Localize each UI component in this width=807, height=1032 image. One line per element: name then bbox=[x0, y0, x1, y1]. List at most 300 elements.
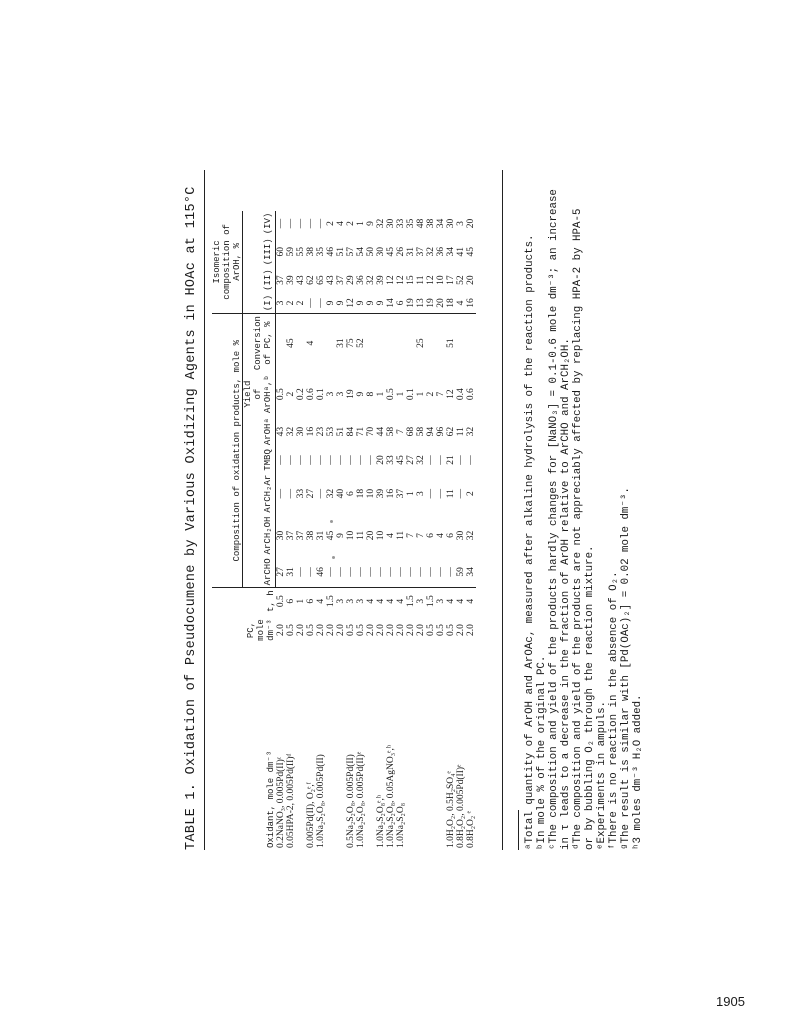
table-cell: 35 bbox=[316, 247, 326, 257]
table-cell: 4 bbox=[306, 340, 316, 346]
table-cell: — bbox=[366, 556, 376, 588]
table-cell: — bbox=[286, 218, 296, 229]
table-cell: 30 bbox=[386, 218, 396, 229]
table-cell: 32 bbox=[426, 247, 436, 257]
table-cell: 45 bbox=[386, 247, 396, 257]
footnote-f: ᶠThere is no reaction in the absence of O₂. bbox=[608, 571, 620, 850]
table-cell: 58 bbox=[386, 426, 396, 437]
table-cell: 18 bbox=[446, 293, 456, 314]
table-cell: 32 bbox=[326, 488, 336, 499]
table-cell: — bbox=[406, 556, 416, 588]
table-cell: 45 bbox=[396, 455, 406, 465]
header-archo: ArCHO bbox=[243, 556, 276, 588]
table-cell: 2.0 bbox=[456, 624, 466, 636]
table-cell: 12 bbox=[346, 293, 356, 314]
table-cell: — bbox=[276, 455, 286, 465]
table-row bbox=[426, 211, 436, 850]
table-cell: 1.0Na₂S₂O₈, 0.005Pd(II) bbox=[316, 754, 326, 848]
table-cell: 2 bbox=[426, 391, 436, 397]
table-cell: 26 bbox=[396, 247, 406, 257]
table-cell: — bbox=[346, 455, 356, 465]
table-cell: 1.5 bbox=[426, 595, 436, 608]
table-cell: 68 bbox=[406, 426, 416, 437]
footnote-c: ᶜThe composition and yield of the products hardly changes for [NaNO₃] = 0.1-0.6 mole dm⁻³; an increase bbox=[548, 189, 560, 850]
table-cell bbox=[316, 314, 326, 373]
header-arch2oh: ArCH₂OH bbox=[243, 515, 276, 557]
table-cell: — bbox=[286, 488, 296, 499]
table-cell: 51 bbox=[446, 338, 456, 348]
table-cell: — bbox=[306, 556, 316, 588]
table-cell: 1 bbox=[376, 391, 386, 397]
table-cell: 54 bbox=[356, 247, 366, 257]
table-cell: 3 bbox=[346, 598, 356, 604]
table-row bbox=[376, 211, 386, 850]
table-cell: 32 bbox=[286, 426, 296, 437]
table-cell: 1.0H₂O₂, 0.5H₂SO₄ᵉ bbox=[446, 771, 456, 848]
table-cell: 9 bbox=[366, 293, 376, 314]
table-cell: 0.5 bbox=[276, 595, 286, 608]
table-cell: 11 bbox=[456, 427, 466, 437]
table-cell: — bbox=[386, 556, 396, 588]
table-cell: 39 bbox=[286, 275, 296, 285]
table-cell: 45 bbox=[466, 247, 476, 257]
table-cell: 32 bbox=[376, 218, 386, 229]
table-cell: 58 bbox=[416, 426, 426, 437]
table-cell: 71 bbox=[356, 426, 366, 437]
table-cell: — bbox=[456, 455, 466, 465]
table-cell: — bbox=[396, 556, 406, 588]
table-cell: 37 bbox=[296, 530, 306, 541]
table-cell: — bbox=[316, 218, 326, 229]
table-cell: 6 bbox=[396, 293, 406, 314]
table-cell: — bbox=[466, 455, 476, 465]
table-cell: 7 bbox=[436, 391, 446, 397]
table-cell: 37 bbox=[276, 275, 286, 285]
footnote-c-cont: in τ leads to a decrease in the fraction of ArOH relative to ArCHO and ArCH₂OH. bbox=[560, 338, 572, 850]
table-cell: 7 bbox=[406, 533, 416, 538]
footnote-d: ᵈThe composition and yield of the products are not appreciably affected by replacing HPA-2 by HPA-5 bbox=[572, 208, 584, 850]
table-cell: 1 bbox=[356, 221, 366, 226]
table-cell bbox=[406, 646, 416, 850]
header-yield: Yield of ArOHᵃ,ᵇ bbox=[243, 372, 276, 416]
table-cell: 3 bbox=[276, 293, 287, 314]
table-cell: 6 bbox=[426, 533, 436, 538]
table-row bbox=[336, 211, 346, 850]
table-cell: 37 bbox=[416, 247, 426, 257]
footnote-a: ᵃTotal quantity of ArOH and ArOAc, measured after alkaline hydrolysis of the reaction products. bbox=[524, 234, 536, 850]
table-cell: — bbox=[456, 488, 466, 499]
table-row bbox=[346, 211, 356, 850]
table-cell: — bbox=[336, 556, 346, 588]
header-tmbq: TMBQ bbox=[243, 447, 276, 473]
table-cell: 0.5 bbox=[276, 388, 286, 401]
table-cell: 32 bbox=[466, 530, 476, 541]
table-cell: 27 bbox=[276, 556, 287, 588]
table-cell: 70 bbox=[366, 426, 376, 437]
table-cell: — bbox=[326, 556, 336, 588]
table-cell: 0.5 bbox=[306, 624, 316, 636]
table-cell: — bbox=[276, 488, 286, 499]
table-cell: 20 bbox=[466, 218, 476, 229]
scan-speck bbox=[332, 556, 335, 559]
table-cell: 10 bbox=[436, 275, 446, 285]
table-cell bbox=[326, 314, 336, 373]
table-cell: 62 bbox=[306, 275, 316, 285]
table-cell: 2.0 bbox=[396, 624, 406, 636]
table-cell: — bbox=[356, 556, 366, 588]
table-cell: 3 bbox=[416, 598, 426, 604]
table-cell: 3 bbox=[336, 598, 346, 604]
table-cell: 2.0 bbox=[466, 624, 476, 636]
table-cell bbox=[426, 646, 436, 850]
table-cell: 39 bbox=[376, 488, 386, 499]
table-cell: 16 bbox=[386, 488, 396, 499]
footnote-e: ᵉExperiments in ampuls. bbox=[596, 700, 608, 850]
table-cell: 36 bbox=[356, 275, 366, 285]
header-oxidant: Oxidant, mole dm⁻³ bbox=[265, 750, 276, 848]
table-cell bbox=[366, 314, 376, 373]
table-cell: 11 bbox=[356, 530, 366, 541]
table-cell: 18 bbox=[356, 488, 366, 499]
table-cell: 51 bbox=[336, 426, 346, 437]
table-cell: 3 bbox=[416, 491, 426, 497]
table-cell bbox=[396, 314, 406, 373]
table-cell: — bbox=[426, 556, 436, 588]
table-cell: 7 bbox=[416, 533, 426, 538]
table-cell: 0.5 bbox=[346, 624, 356, 636]
table-cell: 52 bbox=[356, 338, 366, 348]
table-cell: 1.0Na₂S₂O₈, 0.05AgNO₃ᵉ,ʰ bbox=[386, 745, 396, 848]
table-cell: 11 bbox=[396, 530, 406, 541]
table-cell: 6 bbox=[446, 533, 456, 538]
table-cell: 25 bbox=[416, 338, 426, 348]
table-cell: 0.6 bbox=[306, 388, 316, 401]
table-cell: 46 bbox=[316, 556, 326, 588]
table-cell: 4 bbox=[376, 598, 386, 604]
header-arch2ar: ArCH₂Ar bbox=[243, 473, 276, 515]
table-cell: 41 bbox=[456, 247, 466, 257]
table-cell: 94 bbox=[426, 426, 436, 437]
table-cell bbox=[436, 646, 446, 850]
table-cell: 8 bbox=[366, 391, 376, 397]
table-cell: 0.5 bbox=[436, 624, 446, 636]
table-cell: 31 bbox=[336, 338, 346, 348]
table-cell: 4 bbox=[396, 598, 406, 604]
table-cell: 32 bbox=[366, 275, 376, 285]
table-cell: 59 bbox=[456, 556, 466, 588]
table-cell: 84 bbox=[346, 426, 356, 437]
top-rule bbox=[204, 170, 205, 850]
table-cell: 4 bbox=[336, 221, 346, 226]
table-cell: 37 bbox=[336, 275, 346, 285]
table-cell: 2 bbox=[326, 221, 336, 226]
table-row bbox=[456, 211, 466, 850]
table-cell bbox=[406, 314, 416, 373]
table-cell: — bbox=[296, 218, 306, 229]
table-row bbox=[296, 211, 306, 850]
table-cell: 6 bbox=[286, 598, 296, 604]
footnote-rule bbox=[518, 810, 519, 850]
table-cell: 10 bbox=[346, 530, 356, 541]
table-cell: 12 bbox=[426, 275, 436, 285]
table-cell: 19 bbox=[346, 389, 356, 399]
table-cell bbox=[376, 314, 386, 373]
table-cell: 14 bbox=[386, 293, 396, 314]
table-title: TABLE 1. Oxidation of Pseudocumene by Various Oxidizing Agents in HOAc at 115°C bbox=[184, 186, 199, 850]
table-cell: 2.0 bbox=[326, 624, 336, 636]
table-cell: 43 bbox=[296, 275, 306, 285]
table-row bbox=[386, 211, 396, 850]
table-cell: 0.5 bbox=[386, 388, 396, 401]
table-cell: 10 bbox=[366, 488, 376, 499]
table-cell: 53 bbox=[326, 426, 336, 437]
table-cell: 23 bbox=[316, 426, 326, 437]
header-composition: Composition of oxidation products, mole % bbox=[212, 314, 243, 588]
table-cell: 32 bbox=[466, 426, 476, 437]
table-body bbox=[276, 211, 477, 850]
table-cell: 0.5Na₂S₂O₈, 0.005Pd(II) bbox=[346, 754, 356, 848]
table-cell bbox=[326, 646, 336, 850]
table-row bbox=[306, 211, 316, 850]
table-cell: — bbox=[296, 455, 306, 465]
table-cell: — bbox=[366, 455, 376, 465]
table-cell: 60 bbox=[276, 247, 286, 257]
table-cell: 2 bbox=[466, 491, 476, 497]
table-cell: 2.0 bbox=[296, 624, 306, 636]
header-iv: (IV) bbox=[243, 211, 276, 237]
table-cell: — bbox=[436, 488, 446, 499]
table-cell: 1 bbox=[416, 391, 426, 397]
table-cell: 2 bbox=[296, 293, 306, 314]
table-cell: 3 bbox=[456, 221, 466, 226]
table-cell: 12 bbox=[446, 389, 456, 399]
table-cell: 6 bbox=[346, 491, 356, 497]
table-cell: 1.5 bbox=[406, 595, 416, 608]
table-cell: 1 bbox=[396, 391, 406, 397]
footnote-h: ʰ3 moles dm⁻³ H₂O added. bbox=[632, 694, 644, 850]
table-cell: 48 bbox=[416, 218, 426, 229]
table-cell: 15 bbox=[406, 275, 416, 285]
header-i: (I) bbox=[243, 293, 276, 314]
table-cell: 31 bbox=[406, 247, 416, 257]
table-cell: 12 bbox=[386, 275, 396, 285]
table-cell: 10 bbox=[376, 530, 386, 541]
table-cell: 62 bbox=[446, 426, 456, 437]
table-cell: 2.0 bbox=[416, 624, 426, 636]
table-cell: 9 bbox=[356, 293, 366, 314]
table-cell: 44 bbox=[376, 426, 386, 437]
table-cell: 16 bbox=[306, 426, 316, 437]
table-cell: 33 bbox=[396, 218, 406, 229]
table-cell: 46 bbox=[326, 247, 336, 257]
table-cell: 0.5 bbox=[356, 624, 366, 636]
table-cell: — bbox=[446, 556, 456, 588]
table-cell: 2.0 bbox=[406, 624, 416, 636]
table-cell: 19 bbox=[406, 293, 416, 314]
table-cell: 35 bbox=[406, 218, 416, 229]
table-cell: 27 bbox=[406, 455, 416, 465]
table-cell: 4 bbox=[316, 598, 326, 604]
table-cell: 20 bbox=[366, 530, 376, 541]
table-cell: 20 bbox=[436, 293, 446, 314]
table-cell: 38 bbox=[426, 218, 436, 229]
table-cell bbox=[276, 314, 287, 373]
table-row bbox=[406, 211, 416, 850]
table-cell: 20 bbox=[376, 455, 386, 465]
table-row bbox=[366, 211, 376, 850]
table-cell: 2.0 bbox=[386, 624, 396, 636]
table-row bbox=[356, 211, 366, 850]
table-cell: 40 bbox=[336, 488, 346, 499]
table-cell: — bbox=[296, 556, 306, 588]
scan-speck bbox=[330, 520, 333, 523]
table-cell: 34 bbox=[466, 556, 476, 588]
table-cell: — bbox=[306, 293, 316, 314]
table-cell: 34 bbox=[436, 218, 446, 229]
table-cell: 45 bbox=[326, 530, 336, 541]
table-cell: 45 bbox=[286, 338, 296, 348]
table-cell: 30 bbox=[446, 218, 456, 229]
table-cell: — bbox=[356, 455, 366, 465]
table-cell: — bbox=[336, 455, 346, 465]
table-cell: — bbox=[306, 218, 316, 229]
table-cell: 43 bbox=[326, 275, 336, 285]
table-cell: 4 bbox=[386, 533, 396, 538]
table-cell: 3 bbox=[326, 391, 336, 397]
header-time: t, h bbox=[265, 590, 276, 612]
table-cell: 2.0 bbox=[366, 624, 376, 636]
table-cell: 36 bbox=[436, 247, 446, 257]
table-cell: 38 bbox=[306, 247, 316, 257]
table-cell: 9 bbox=[376, 293, 386, 314]
table-cell: — bbox=[326, 455, 336, 465]
page-number: 1905 bbox=[716, 994, 745, 1009]
table-cell: 59 bbox=[286, 247, 296, 257]
table-cell: — bbox=[436, 556, 446, 588]
table-cell: 0.05HPA-2, 0.005Pd(II)ᵈ bbox=[286, 753, 296, 848]
table-cell: 2 bbox=[286, 293, 296, 314]
table-cell: 34 bbox=[446, 247, 456, 257]
table-cell: 0.5 bbox=[446, 624, 456, 636]
table-cell bbox=[366, 646, 376, 850]
table-cell: 1 bbox=[296, 598, 306, 604]
table-cell: 3 bbox=[336, 391, 346, 397]
table-cell: 0.8H₂O₂, 0.005Pd(II)ᵉ bbox=[456, 764, 466, 848]
table-row bbox=[436, 211, 446, 850]
table-cell: 1.5 bbox=[326, 595, 336, 608]
table-cell: 2 bbox=[286, 391, 296, 397]
table-cell: 30 bbox=[376, 247, 386, 257]
table-cell: 4 bbox=[366, 598, 376, 604]
table-cell: 2.0 bbox=[336, 624, 346, 636]
table-cell bbox=[336, 646, 346, 850]
table-cell: 0.5 bbox=[286, 624, 296, 636]
table-cell: 4 bbox=[466, 598, 476, 604]
table-cell bbox=[466, 314, 476, 373]
table-row bbox=[276, 211, 287, 850]
header-iii: (III) bbox=[243, 236, 276, 267]
table-cell bbox=[386, 314, 396, 373]
table-cell: 9 bbox=[356, 391, 366, 397]
table-cell: 13 bbox=[416, 293, 426, 314]
table-cell: 96 bbox=[436, 426, 446, 437]
table-row bbox=[446, 211, 456, 850]
table-cell: 27 bbox=[306, 488, 316, 499]
table-cell: — bbox=[306, 455, 316, 465]
table-cell: 11 bbox=[416, 275, 426, 285]
table-cell: 39 bbox=[376, 275, 386, 285]
header-isomeric: Isomeric composition of ArOH, % bbox=[212, 211, 243, 314]
footnotes bbox=[524, 160, 644, 850]
table-row bbox=[396, 211, 406, 850]
table-cell: — bbox=[316, 488, 326, 499]
table-cell: 1.0Na₂S₂O₈ bbox=[396, 802, 406, 848]
table-cell: 4 bbox=[386, 598, 396, 604]
table-cell: 2.0 bbox=[276, 624, 286, 636]
table-cell: — bbox=[436, 455, 446, 465]
table-cell: 37 bbox=[286, 530, 296, 541]
table-cell: 0.2NaNO₃, 0.005Pd(II)ᶜ bbox=[276, 756, 286, 848]
table-cell: 32 bbox=[416, 455, 426, 465]
table-cell: 4 bbox=[436, 533, 446, 538]
table-cell: — bbox=[276, 218, 286, 229]
table-cell: 37 bbox=[396, 488, 406, 499]
table-cell: — bbox=[426, 488, 436, 499]
table-cell: 0.1 bbox=[406, 388, 416, 401]
table-cell: 0.8H₂O₂ ᵉ bbox=[466, 810, 476, 848]
table-cell: 1.0Na₂S₂O₈ᵉ,ʰ bbox=[376, 795, 386, 848]
table-cell: 52 bbox=[456, 275, 466, 285]
table-cell: 2.0 bbox=[376, 624, 386, 636]
table-cell: 33 bbox=[296, 488, 306, 499]
table-cell: 4 bbox=[456, 598, 466, 604]
table-cell: 2 bbox=[346, 221, 356, 226]
table-cell: — bbox=[316, 455, 326, 465]
table-row bbox=[466, 211, 476, 850]
table-cell: 31 bbox=[316, 530, 326, 541]
table-cell: 75 bbox=[346, 338, 356, 348]
table-cell: 3 bbox=[436, 598, 446, 604]
table-cell: 0.2 bbox=[296, 388, 306, 401]
table-cell: — bbox=[346, 556, 356, 588]
table-cell bbox=[426, 314, 436, 373]
header-ii: (II) bbox=[243, 267, 276, 293]
table-cell: 17 bbox=[446, 275, 456, 285]
table-cell: 55 bbox=[296, 247, 306, 257]
table-cell: 57 bbox=[346, 247, 356, 257]
table-row bbox=[316, 211, 326, 850]
table-cell: 4 bbox=[456, 293, 466, 314]
table-cell: 0.4 bbox=[456, 388, 466, 401]
table-cell: 6 bbox=[306, 598, 316, 604]
table-cell: 65 bbox=[316, 275, 326, 285]
table-cell: 29 bbox=[346, 275, 356, 285]
table-cell: 20 bbox=[466, 275, 476, 285]
table-cell: 9 bbox=[336, 293, 346, 314]
table-cell: 3 bbox=[356, 598, 366, 604]
header-conversion: Conversion of PC, % bbox=[243, 314, 276, 373]
table-cell: 30 bbox=[276, 530, 286, 541]
table-cell: 9 bbox=[366, 221, 376, 226]
table-row bbox=[326, 211, 336, 850]
table-cell bbox=[296, 314, 306, 373]
table-cell: 33 bbox=[386, 455, 396, 465]
table-cell: 38 bbox=[306, 530, 316, 541]
table-row bbox=[416, 211, 426, 850]
table-cell: 12 bbox=[396, 275, 406, 285]
footnote-d-cont: or by bubbling O₂ through the reaction mixture. bbox=[584, 545, 596, 850]
table-cell: 0.6 bbox=[466, 388, 476, 401]
